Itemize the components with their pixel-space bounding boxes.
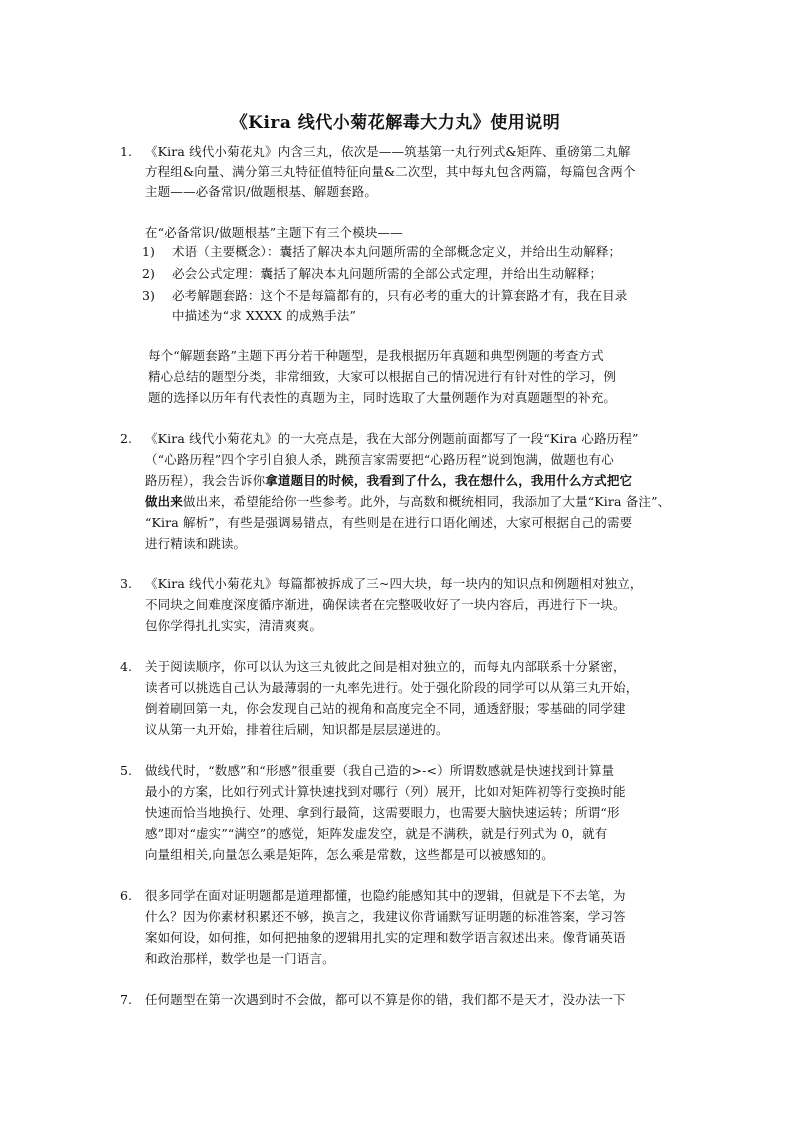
paragraph-line: 议从第一丸开始，排着往后刷，知识都是层层递进的。	[145, 722, 449, 737]
paragraph-line: 快速而恰当地换行、处理、拿到行最简，这需要眼力，也需要大脑快速运转；所谓“形	[145, 805, 620, 820]
paragraph-line: 案如何设，如何推，如何把抽象的逻辑用扎实的定理和数学语言叙述出来。像背诵英语	[145, 930, 626, 945]
paragraph-line: （“心路历程”四个字引自狼人杀，跳预言家需要把“心路历程”说到饱满，做题也有心	[145, 452, 614, 467]
text-run: 做出来，希望能给你一些参考。此外，与高数和概统相同，我添加了大量“Kira 备注”、	[182, 494, 671, 509]
paragraph-line: 每个“解题套路”主题下再分若干种题型，是我根据历年真题和典型例题的考查方式	[148, 348, 604, 363]
paragraph-line: 任何题型在第一次遇到时不会做，都可以不算是你的错，我们都不是天才，没办法一下	[145, 992, 626, 1007]
paragraph-line: 包你学得扎扎实实，清清爽爽。	[145, 618, 323, 633]
paragraph-line: 什么？因为你素材积累还不够，换言之，我建议你背诵默写证明题的标准答案，学习答	[145, 909, 626, 924]
sublist-line: 必考解题套路：这个不是每篇都有的，只有必考的重大的计算套路才有，我在目录	[172, 288, 628, 303]
list-number: 1.	[120, 144, 132, 159]
paragraph-line: 《Kira 线代小菊花丸》的一大亮点是，我在大部分例题前面都写了一段“Kira 心路历程”	[145, 431, 639, 446]
list-number: 5.	[120, 763, 132, 778]
sublist-number: 3)	[142, 288, 155, 303]
modules-intro: 在“必备常识/做题根基”主题下有三个模块——	[145, 225, 403, 240]
paragraph-line: 方程组&向量、满分第三丸特征值特征向量&二次型，其中每丸包含两篇，每篇包含两个	[145, 164, 636, 179]
list-number: 6.	[120, 888, 132, 903]
paragraph-line: 关于阅读顺序，你可以认为这三丸彼此之间是相对独立的，而每丸内部联系十分紧密，	[145, 659, 626, 674]
list-number: 2.	[120, 431, 132, 446]
paragraph-line: 进行精读和跳读。	[145, 536, 247, 551]
paragraph-line: 做线代时，“数感”和“形感”很重要（我自己造的>-<）所谓数感就是快速找到计算量	[145, 763, 615, 778]
paragraph-line: 倒着刷回第一丸，你会发现自己站的视角和高度完全不同，通透舒服；零基础的同学建	[145, 701, 626, 716]
list-number: 4.	[120, 659, 132, 674]
paragraph-line: 题的选择以历年有代表性的真题为主，同时选取了大量例题作为对真题题型的补充。	[148, 390, 617, 405]
paragraph-line: 和政治那样，数学也是一门语言。	[145, 951, 335, 966]
paragraph-line	[145, 475, 632, 488]
paragraph-line: 感”即对“虚实”“满空”的感觉，矩阵发虚发空，就是不满秩，就是行列式为 0，就有	[145, 826, 608, 841]
paragraph-line	[145, 496, 670, 509]
sublist-number: 1)	[142, 244, 155, 259]
paragraph-line: “Kira 解析”，有些是强调易错点，有些则是在进行口语化阐述，大家可根据自己的需要	[145, 515, 633, 530]
sublist-line: 术语（主要概念）：囊括了解决本丸问题所需的全部概念定义，并给出生动解释；	[172, 244, 622, 259]
list-number: 7.	[120, 992, 132, 1007]
list-number: 3.	[120, 576, 132, 591]
paragraph-line: 向量组相关,向量怎么乘是矩阵，怎么乘是常数，这些都是可以被感知的。	[145, 847, 554, 862]
paragraph-line: 不同块之间难度深度循序渐进，确保读者在完整吸收好了一块内容后，再进行下一块。	[145, 597, 626, 612]
sublist-number: 2)	[142, 266, 155, 281]
paragraph-line: 主题——必备常识/做题根基、解题套路。	[145, 184, 378, 199]
paragraph-line: 很多同学在面对证明题都是道理都懂，也隐约能感知其中的逻辑，但就是下不去笔，为	[145, 888, 626, 903]
paragraph-line: 最小的方案，比如行列式计算快速找到对哪行（列）展开，比如对矩阵初等行变换时能	[145, 784, 626, 799]
paragraph-line: 《Kira 线代小菊花丸》每篇都被拆成了三~四大块，每一块内的知识点和例题相对独立，	[145, 576, 643, 591]
page-title: 《Kira 线代小菊花解毒大力丸》使用说明	[230, 113, 561, 133]
text-run: 路历程），我会告诉你	[145, 473, 266, 488]
bold-text: 做出来	[145, 494, 183, 509]
paragraph-line: 《Kira 线代小菊花丸》内含三丸，依次是——筑基第一丸行列式&矩阵、重磅第二丸解	[145, 144, 631, 159]
paragraph-line: 读者可以挑选自己认为最薄弱的一丸率先进行。处于强化阶段的同学可以从第三丸开始，	[145, 680, 639, 695]
sublist-line: 必会公式定理：囊括了解决本丸问题所需的全部公式定理，并给出生动解释；	[172, 266, 603, 281]
sublist-line: 中描述为“求 XXXX 的成熟手法”	[172, 308, 357, 323]
paragraph-line: 精心总结的题型分类，非常细致，大家可以根据自己的情况进行有针对性的学习，例	[148, 369, 617, 384]
bold-text: 拿道题目的时候，我看到了什么，我在想什么，我用什么方式把它	[265, 473, 633, 488]
